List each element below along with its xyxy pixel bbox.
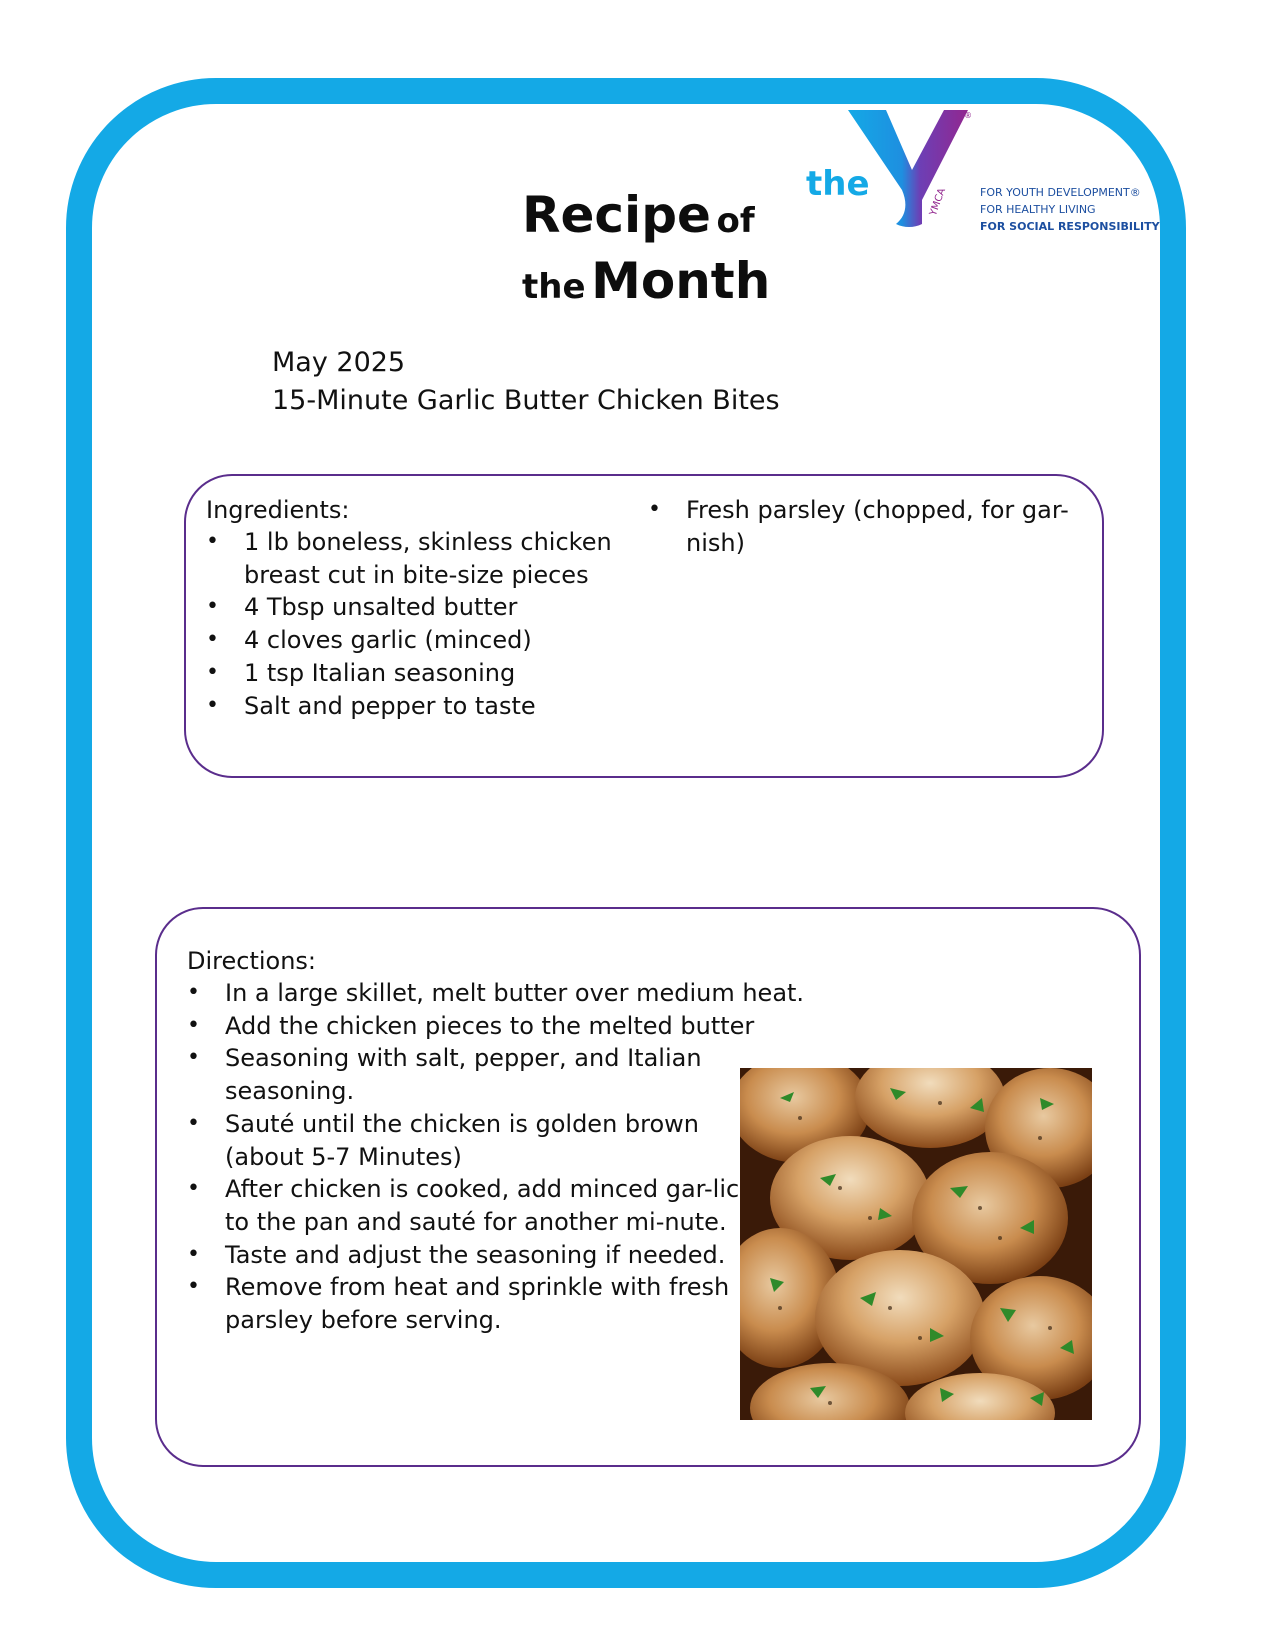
logo-ymca-text: YMCA — [927, 186, 949, 218]
directions-column — [187, 945, 805, 1337]
recipe-subheading — [272, 344, 780, 420]
ingredients-column-2 — [648, 494, 1088, 559]
list-item: • 1 tsp Italian seasoning — [206, 657, 626, 690]
ingredients-list-2 — [648, 494, 1088, 559]
list-item: • 1 lb boneless, skinless chicken breast cut in bite-size pieces — [206, 526, 626, 591]
title-the: the — [522, 267, 586, 307]
logo-the-text: the — [806, 164, 870, 204]
list-item: • Salt and pepper to taste — [206, 690, 626, 723]
directions-heading: Directions: — [187, 947, 317, 975]
list-item: • In a large skillet, melt butter over medium heat. — [187, 977, 865, 1010]
list-item: • Seasoning with salt, pepper, and Italian seasoning. — [187, 1042, 747, 1107]
recipe-date: May 2025 — [272, 347, 406, 378]
ymca-y-icon — [846, 108, 976, 233]
ingredients-list — [206, 526, 626, 722]
list-item: • Sauté until the chicken is golden brown (about 5-7 Minutes) — [187, 1108, 747, 1173]
title-month: Month — [591, 252, 771, 310]
list-item: • Remove from heat and sprinkle with fresh parsley before serving. — [187, 1271, 747, 1336]
tagline-line-2: FOR HEALTHY LIVING — [980, 203, 1096, 216]
chicken-photo-icon — [740, 1068, 1092, 1420]
logo-tagline — [980, 184, 1160, 235]
list-item: • 4 cloves garlic (minced) — [206, 624, 626, 657]
list-item: • Fresh parsley (chopped, for gar-nish) — [648, 494, 1088, 559]
list-item: • After chicken is cooked, add minced gar-lic to the pan and sauté for another mi-nute. — [187, 1173, 747, 1238]
tagline-line-3: FOR SOCIAL RESPONSIBILITY — [980, 220, 1160, 233]
list-item: • 4 Tbsp unsalted butter — [206, 591, 626, 624]
svg-text:®: ® — [964, 111, 972, 120]
title-recipe: Recipe — [522, 186, 711, 244]
tagline-line-1: FOR YOUTH DEVELOPMENT® — [980, 186, 1141, 199]
list-item: • Add the chicken pieces to the melted butter — [187, 1010, 865, 1043]
list-item: • Taste and adjust the seasoning if needed. — [187, 1239, 747, 1272]
title-of: of — [716, 201, 755, 241]
recipe-name: 15-Minute Garlic Butter Chicken Bites — [272, 385, 780, 416]
ingredients-card — [184, 474, 1104, 778]
ymca-logo — [800, 108, 1160, 238]
directions-list — [187, 977, 805, 1337]
garlic-butter-chicken-photo — [740, 1068, 1092, 1420]
ingredients-column-1 — [206, 494, 626, 722]
ingredients-heading: Ingredients: — [206, 496, 350, 524]
